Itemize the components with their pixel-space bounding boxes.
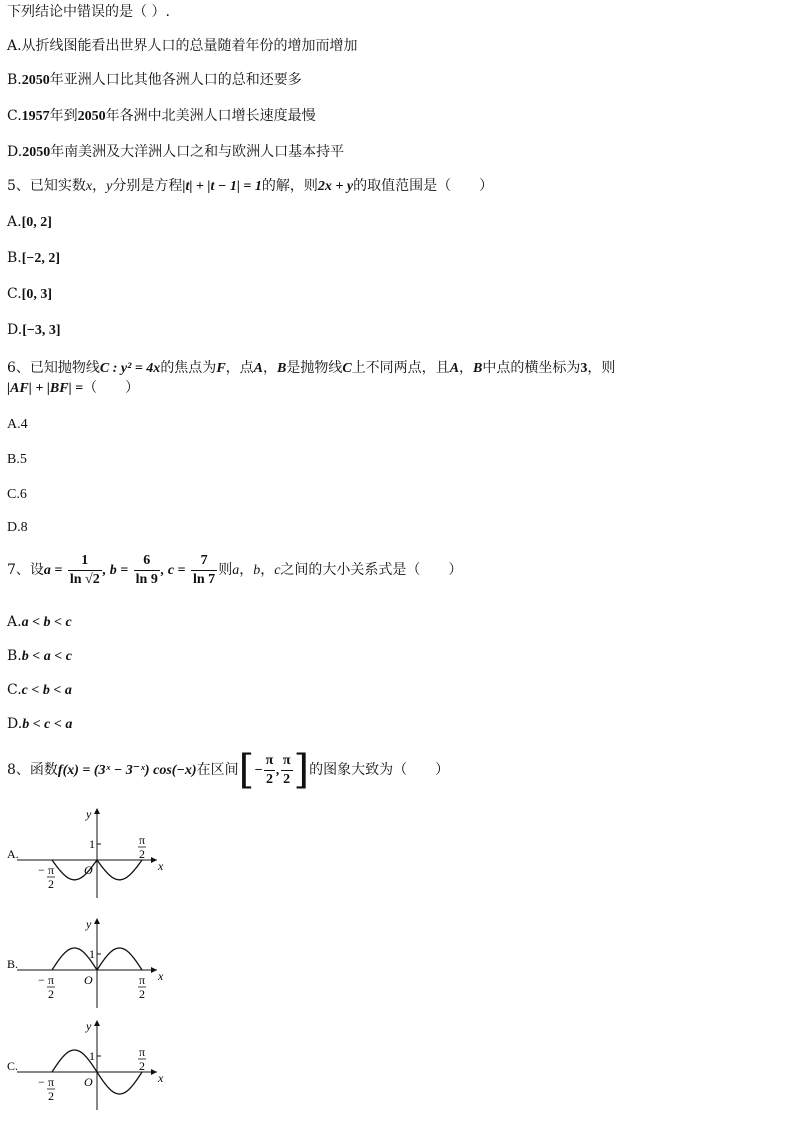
x-axis-label: x	[158, 859, 164, 873]
q5-option-d[interactable]: D.[−3, 3]	[7, 322, 61, 338]
tick-right-two: 2	[139, 987, 145, 1001]
tick-right-pi: π	[139, 973, 146, 987]
q8-graph-c	[7, 1015, 187, 1120]
tick-left-pi: π	[48, 973, 55, 987]
q8-stem: 8、函数f(x) = (3ˣ − 3⁻ˣ) cos(−x)在区间[− $\frac{\pi}{2}$ , $\frac{\pi}{2}$ ]的图象大致为（ ）	[7, 747, 450, 793]
tick-left-two: 2	[48, 987, 54, 1001]
one-label: 1	[89, 1049, 95, 1063]
one-label: 1	[89, 947, 95, 961]
tick-right-pi: π	[139, 833, 146, 847]
q4-stem: 下列结论中错误的是（ ）.	[7, 4, 170, 20]
q5-stem: 5、已知实数x，y分别是方程|t| + |t − 1| = 1的解，则2x + y的取值范围是（ ）	[7, 178, 494, 194]
y-axis-arrow	[94, 1020, 100, 1026]
q8-graph-a	[7, 800, 187, 910]
tick-left-neg: −	[38, 973, 45, 987]
x-axis-arrow	[151, 1069, 157, 1075]
tick-left-pi: π	[48, 1075, 55, 1089]
q7-option-d[interactable]: D.b < c < a	[7, 716, 73, 732]
q8-option-a[interactable]	[7, 800, 187, 914]
x-axis-arrow	[151, 967, 157, 973]
q4-option-c[interactable]: C.1957年到2050年各洲中北美洲人口增长速度最慢	[7, 108, 316, 124]
origin-label: O	[84, 863, 93, 877]
q7-frac-c: $\frac{7}{\ln 7}$	[193, 552, 216, 587]
x-axis-arrow	[151, 857, 157, 863]
tick-left-two: 2	[48, 877, 54, 891]
q8-frac-right: $\frac{\pi}{2}$	[282, 752, 291, 787]
y-axis-label: y	[86, 807, 92, 821]
q7-option-b[interactable]: B.b < a < c	[7, 648, 72, 664]
tick-left-neg: −	[38, 863, 45, 877]
one-label: 1	[89, 837, 95, 851]
q7-frac-a: $\frac{1}{\ln √2}$	[69, 552, 100, 587]
tick-right-pi: π	[139, 1045, 146, 1059]
tick-right-two: 2	[139, 847, 145, 861]
q7-option-c[interactable]: C.c < b < a	[7, 682, 72, 698]
y-axis-arrow	[94, 918, 100, 924]
q6-option-d[interactable]: D.8	[7, 520, 28, 535]
tick-left-two: 2	[48, 1089, 54, 1103]
graph-option-label: B.	[7, 957, 19, 971]
q7-option-a[interactable]: A.a < b < c	[7, 614, 72, 630]
q5-option-a[interactable]: A.[0, 2]	[7, 214, 52, 230]
q6-option-c[interactable]: C.6	[7, 487, 27, 502]
q4-option-b[interactable]: B.2050年亚洲人口比其他各洲人口的总和还要多	[7, 72, 302, 88]
q6-option-a[interactable]: A.4	[7, 417, 28, 432]
q6-stem-line2: |AF| + |BF| =（ ）	[7, 380, 140, 396]
q8-option-c[interactable]	[7, 1015, 187, 1124]
q5-option-c[interactable]: C.[0, 3]	[7, 286, 52, 302]
q7-frac-b: $\frac{6}{\ln 9}$	[135, 552, 158, 587]
graph-option-label: C.	[7, 1059, 19, 1073]
x-axis-label: x	[158, 969, 164, 983]
origin-label: O	[84, 1075, 93, 1089]
x-axis-label: x	[158, 1071, 164, 1085]
y-axis-arrow	[94, 808, 100, 814]
q6-option-b[interactable]: B.5	[7, 452, 27, 467]
q8-graph-b	[7, 910, 187, 1020]
tick-left-neg: −	[38, 1075, 45, 1089]
q4-option-a[interactable]: A.从折线图能看出世界人口的总量随着年份的增加而增加	[7, 38, 358, 54]
q4-option-d[interactable]: D.2050年南美洲及大洋洲人口之和与欧洲人口基本持平	[7, 144, 345, 160]
q6-stem: 6、已知抛物线C : y² = 4x的焦点为F，点A，B是抛物线C上不同两点，且A，B中点的横坐标为3，则	[7, 360, 616, 376]
graph-option-label: A.	[7, 847, 19, 861]
tick-right-two: 2	[139, 1059, 145, 1073]
q5-option-b[interactable]: B.[−2, 2]	[7, 250, 61, 266]
tick-left-pi: π	[48, 863, 55, 877]
q7-stem: 7、设a = $\frac{1}{\ln √2}$ , b = $\frac{6}{\ln 9}$ , c = $\frac{7}{\ln 7}$ 则a，b，c之间的大小关系式是（ ）	[7, 552, 463, 587]
y-axis-label: y	[86, 917, 92, 931]
origin-label: O	[84, 973, 93, 987]
y-axis-label: y	[86, 1019, 92, 1033]
q8-option-b[interactable]	[7, 910, 187, 1024]
q8-frac-left: $\frac{\pi}{2}$	[265, 752, 274, 787]
